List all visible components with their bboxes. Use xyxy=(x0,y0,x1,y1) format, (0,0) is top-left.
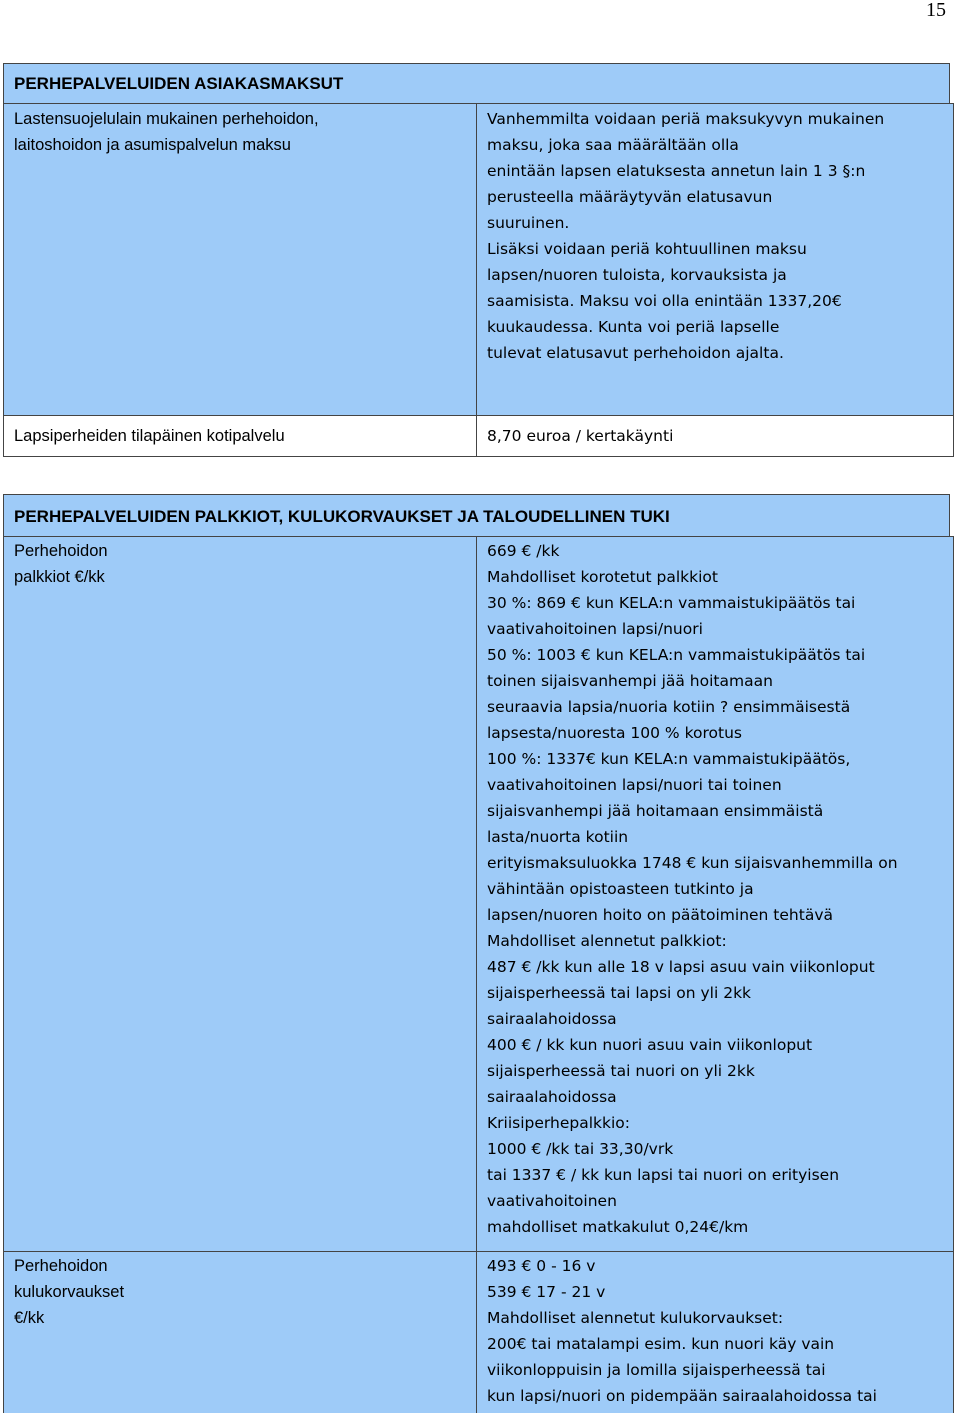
text-line: suuruinen. xyxy=(487,214,570,232)
text-line: 30 %: 869 € kun KELA:n vammaistukipäätös tai xyxy=(487,594,856,612)
text-line: 400 € / kk kun nuori asuu vain viikonloput xyxy=(487,1036,813,1054)
text-line: 8,70 euroa / kertakäynti xyxy=(487,427,674,445)
text-line: lasta/nuorta kotiin xyxy=(487,828,629,846)
text-line: 50 %: 1003 € kun KELA:n vammaistukipäätös tai xyxy=(487,646,866,664)
text-line: vähintään opistoasteen tutkinto ja xyxy=(487,880,754,898)
text-line: 493 € 0 - 16 v xyxy=(487,1257,596,1275)
text-line: laitoshoidon ja asumispalvelun maksu xyxy=(14,136,291,154)
text-line: sijaisperheessä tai nuori on yli 2kk xyxy=(487,1062,755,1080)
text-line: Mahdolliset alennetut kulukorvaukset: xyxy=(487,1309,784,1327)
text-line: perusteella määräytyvän elatusavun xyxy=(487,188,773,206)
text-line: sijaisvanhempi jää hoitamaan ensimmäistä xyxy=(487,802,824,820)
text-line: lapsesta/nuoresta 100 % korotus xyxy=(487,724,742,742)
text-line: tai 1337 € / kk kun lapsi tai nuori on erityisen xyxy=(487,1166,840,1184)
text-line: lapsen/nuoren tuloista, korvauksista ja xyxy=(487,266,787,284)
text-line: Lastensuojelulain mukainen perhehoidon, xyxy=(14,110,319,128)
row-value-perhehoito-maksu xyxy=(476,103,954,416)
text-line: kuukaudessa. Kunta voi periä lapselle xyxy=(487,318,780,336)
text-line: viikonloppuisin ja lomilla sijaisperheessä tai xyxy=(487,1361,826,1379)
text-line: Kriisiperhepalkkio: xyxy=(487,1114,630,1132)
text-line: Perhehoidon xyxy=(14,542,108,560)
text-line: Mahdolliset alennetut palkkiot: xyxy=(487,932,727,950)
text-line: enintään lapsen elatuksesta annetun lain 1 3 §:n xyxy=(487,162,866,180)
section-heading-asiakasmaksut: PERHEPALVELUIDEN ASIAKASMAKSUT xyxy=(3,63,950,104)
text-line: 669 € /kk xyxy=(487,542,560,560)
text-line: sairaalahoidossa xyxy=(487,1088,617,1106)
text-line: Lisäksi voidaan periä kohtuullinen maksu xyxy=(487,240,807,258)
text-line: vaativahoitoinen lapsi/nuori tai toinen xyxy=(487,776,782,794)
text-line: palkkiot €/kk xyxy=(14,568,105,586)
text-line: seuraavia lapsia/nuoria kotiin ? ensimmäisestä xyxy=(487,698,851,716)
text-line: erityismaksuluokka 1748 € kun sijaisvanhemmilla on xyxy=(487,854,898,872)
text-line: maksu, joka saa määrältään olla xyxy=(487,136,739,154)
row-value-kulukorvaukset xyxy=(476,1251,954,1413)
text-line: kun lapsi/nuori on pidempään sairaalahoidossa tai xyxy=(487,1387,877,1405)
text-line: Mahdolliset korotetut palkkiot xyxy=(487,568,718,586)
text-line: sairaalahoidossa xyxy=(487,1010,617,1028)
text-line: toinen sijaisvanhempi jää hoitamaan xyxy=(487,672,773,690)
row-label-palkkiot xyxy=(3,536,477,1252)
text-line: 487 € /kk kun alle 18 v lapsi asuu vain viikonloput xyxy=(487,958,875,976)
text-line: 539 € 17 - 21 v xyxy=(487,1283,606,1301)
text-line: sijaisperheessä tai lapsi on yli 2kk xyxy=(487,984,752,1002)
text-line: 200€ tai matalampi esim. kun nuori käy vain xyxy=(487,1335,835,1353)
row-value-palkkiot xyxy=(476,536,954,1252)
row-value-kotipalvelu xyxy=(476,415,954,457)
text-line: Vanhemmilta voidaan periä maksukyvyn mukainen xyxy=(487,110,885,128)
text-line: mahdolliset matkakulut 0,24€/km xyxy=(487,1218,749,1236)
text-line: vaativahoitoinen xyxy=(487,1192,617,1210)
row-label-perhehoito-maksu xyxy=(3,103,477,416)
page-number: 15 xyxy=(926,0,946,21)
text-line: tulevat elatusavut perhehoidon ajalta. xyxy=(487,344,784,362)
text-line: 100 %: 1337€ kun KELA:n vammaistukipäätös, xyxy=(487,750,851,768)
row-label-kulukorvaukset xyxy=(3,1251,477,1413)
text-line: Lapsiperheiden tilapäinen kotipalvelu xyxy=(14,427,285,445)
text-line: saamisista. Maksu voi olla enintään 1337,20€ xyxy=(487,292,842,310)
row-label-kotipalvelu xyxy=(3,415,477,457)
text-line: kulukorvaukset xyxy=(14,1283,125,1301)
text-line: €/kk xyxy=(14,1309,45,1327)
text-line: lapsen/nuoren hoito on päätoiminen tehtävä xyxy=(487,906,833,924)
text-line: 1000 € /kk tai 33,30/vrk xyxy=(487,1140,674,1158)
section-heading-palkkiot: PERHEPALVELUIDEN PALKKIOT, KULUKORVAUKSET JA TALOUDELLINEN TUKI xyxy=(3,494,950,537)
text-line: Perhehoidon xyxy=(14,1257,108,1275)
text-line: vaativahoitoinen lapsi/nuori xyxy=(487,620,703,638)
